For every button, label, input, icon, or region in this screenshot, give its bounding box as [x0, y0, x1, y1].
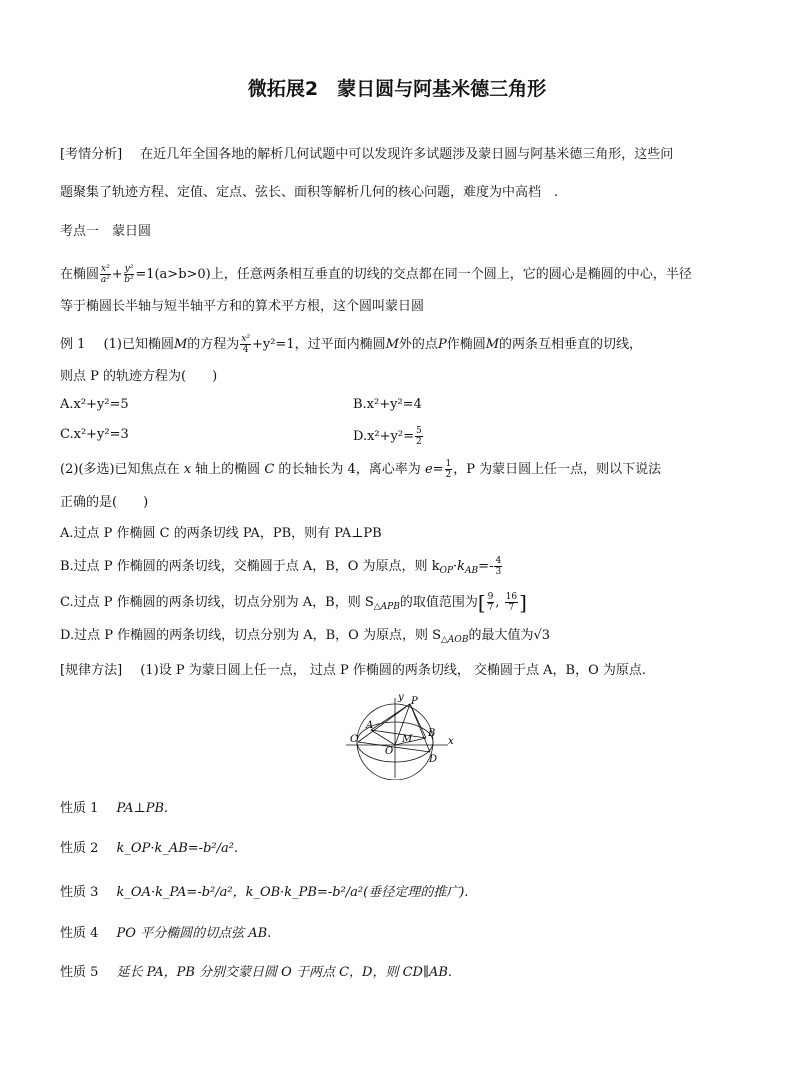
fraction-5-2: $\frac{5}{2}$	[415, 426, 422, 447]
property-3-label: 性质 3	[60, 885, 99, 900]
line-oa	[371, 730, 395, 745]
q2-option-d-text: D.过点 P 作椭圆的两条切线，切点分别为 A，B，O 为原点，则 S	[60, 628, 442, 643]
label-p: P	[411, 696, 418, 707]
label-o: O	[385, 746, 394, 757]
method-text: (1)设 P 为蒙日圆上任一点， 过点 P 作椭圆的两条切线， 交椭圆于点 A，B，O 为原点.	[140, 663, 646, 678]
fraction-1-2: $\frac{1}{2}$	[445, 459, 452, 480]
q2-option-b-text: B.过点 P 作椭圆的两条切线，交椭圆于点 A，B，O 为原点，则 k	[60, 559, 440, 574]
option-row-2	[60, 426, 422, 447]
monge-circle-figure	[338, 690, 458, 780]
q1-text-d: 外的点	[398, 337, 438, 352]
fraction-9-7: $\frac{9}{7}$	[487, 592, 494, 613]
property-1-label: 性质 1	[60, 801, 99, 816]
q2-text-d: ，P 为蒙日圆上任一点，则以下说法	[453, 462, 662, 477]
analysis-label: [考情分析]	[60, 147, 123, 162]
q2-text-c: 的长轴长为 4，离心率为	[278, 462, 421, 477]
figure-svg	[338, 690, 458, 780]
option-a: A.x²+y²=5	[60, 397, 129, 412]
option-b: B.x²+y²=4	[353, 397, 422, 412]
definition-text-a: 在椭圆	[60, 267, 100, 282]
label-d: D	[429, 754, 438, 765]
label-a: A	[366, 720, 374, 731]
chord-ab	[371, 730, 426, 738]
method-label: [规律方法]	[60, 663, 123, 678]
section-heading: 考点一 蒙日圆	[60, 224, 152, 239]
fraction-x2-4: $\frac{\text{x²}}{4}$	[241, 334, 250, 355]
q1-text-f: 的两条互相垂直的切线，	[499, 337, 643, 352]
q2-option-c-range: 的取值范围为	[399, 595, 478, 610]
fraction-16-7: $\frac{16}{7}$	[505, 592, 518, 613]
q2-option-b-eq: =-	[478, 559, 494, 574]
property-5-text: 延长 PA，PB 分别交蒙日圆 O 于两点 C，D，则 CD∥AB.	[116, 965, 453, 980]
fraction-4-3: $\frac{4}{3}$	[495, 556, 502, 577]
option-row-1	[60, 396, 422, 414]
fraction-x2-a2: $\frac{\text{x²}}{\text{a²}}$	[100, 264, 110, 285]
q2-line-1: (2)(多选)已知焦点在 x 轴上的椭圆 C 的长轴长为 4，离心率为 e= $\frac{1}{2}$ ，P 为蒙日圆上任一点，则以下说法	[60, 459, 662, 480]
label-m: M	[402, 734, 413, 745]
example1-line-2: 则点 P 的轨迹方程为( )	[60, 369, 218, 384]
example1-line-1: 例 1 (1)已知椭圆M的方程为 $\frac{\text{x²}}{4}$ +y²=1，过平面内椭圆M外的点P作椭圆M的两条互相垂直的切线，	[60, 334, 643, 355]
definition-line-2: 等于椭圆长半轴与短半轴平方和的算术平方根，这个圆叫蒙日圆	[60, 299, 425, 314]
analysis-text-1: 在近几年全国各地的解析几何试题中可以发现许多试题涉及蒙日圆与阿基米德三角形，这些问	[140, 147, 674, 162]
property-1-text: PA⊥PB.	[116, 801, 169, 816]
q2-option-a: A.过点 P 作椭圆 C 的两条切线 PA，PB，则有 PA⊥PB	[60, 526, 382, 541]
label-b: B	[428, 728, 436, 739]
option-c: C.x²+y²=3	[60, 427, 129, 442]
q2-option-b: B.过点 P 作椭圆的两条切线，交椭圆于点 A，B，O 为原点，则 $k_{OP}\cdot k_{AB}=-$ $\frac{4}{3}$	[60, 556, 502, 577]
property-2	[60, 840, 238, 858]
q2-option-c-text: C.过点 P 作椭圆的两条切线，切点分别为 A，B，则 S	[60, 595, 374, 610]
q1-text-e: 作椭圆	[446, 337, 486, 352]
property-1	[60, 800, 168, 818]
property-5	[60, 964, 452, 982]
label-x: x	[448, 736, 454, 747]
definition-line-1: 在椭圆 $\frac{\text{x²}}{\text{a²}}$ + $\frac{\text{y²}}{\text{b²}}$ =1(a>b>0)上，任意两条相互垂直的切线的交点都在同一个圆上，它的圆心是椭圆的中心，半径	[60, 264, 692, 285]
property-5-label: 性质 5	[60, 965, 99, 980]
analysis-line-1	[60, 146, 673, 164]
fraction-y2-b2: $\frac{\text{y²}}{\text{b²}}$	[124, 264, 134, 285]
chord-cd	[358, 742, 430, 752]
property-3	[60, 884, 468, 902]
property-4	[60, 925, 271, 943]
property-4-text: PO 平分椭圆的切点弦 AB.	[116, 926, 272, 941]
q2-line-2: 正确的是( )	[60, 495, 149, 510]
q2-option-c: C.过点 P 作椭圆的两条切线，切点分别为 A，B，则 $S_{\triangle APB}$的取值范围为[ $\frac{9}{7}$ , $\frac{16}{7}$ ]	[60, 590, 527, 615]
page-title: 微拓展2 蒙日圆与阿基米德三角形	[247, 78, 547, 100]
label-y: y	[398, 692, 404, 703]
method-line	[60, 662, 646, 680]
q2-text-a: (2)(多选)已知焦点在	[60, 462, 180, 477]
definition-text-b: =1(a>b>0)上，任意两条相互垂直的切线的交点都在同一个圆上，它的圆心是椭圆的中心，半径	[135, 267, 692, 282]
property-2-text: k_OP·k_AB=-b²/a².	[116, 841, 239, 856]
q1-text-a: (1)已知椭圆	[103, 337, 174, 352]
property-3-text: k_OA·k_PA=-b²/a²，k_OB·k_PB=-b²/a²(垂径定理的推广).	[116, 885, 469, 900]
q1-text-c: +y²=1，过平面内椭圆	[251, 337, 386, 352]
property-4-label: 性质 4	[60, 926, 99, 941]
tangent-lines	[371, 704, 426, 738]
q2-option-d: D.过点 P 作椭圆的两条切线，切点分别为 A，B，O 为原点，则 $S_{\triangle AOB}$的最大值为√3	[60, 628, 550, 645]
q2-text-b: 轴上的椭圆	[195, 462, 261, 477]
option-d	[353, 426, 424, 447]
property-2-label: 性质 2	[60, 841, 99, 856]
analysis-line-2: 题聚集了轨迹方程、定值、定点、弦长、面积等解析几何的核心问题，难度为中高档 .	[60, 185, 559, 200]
q2-option-d-max: 的最大值为√3	[468, 628, 550, 643]
label-c: C	[350, 734, 358, 745]
q1-text-b: 的方程为	[187, 337, 240, 352]
example-label: 例 1	[60, 337, 86, 352]
option-d-text: D.x²+y²=	[353, 429, 414, 444]
